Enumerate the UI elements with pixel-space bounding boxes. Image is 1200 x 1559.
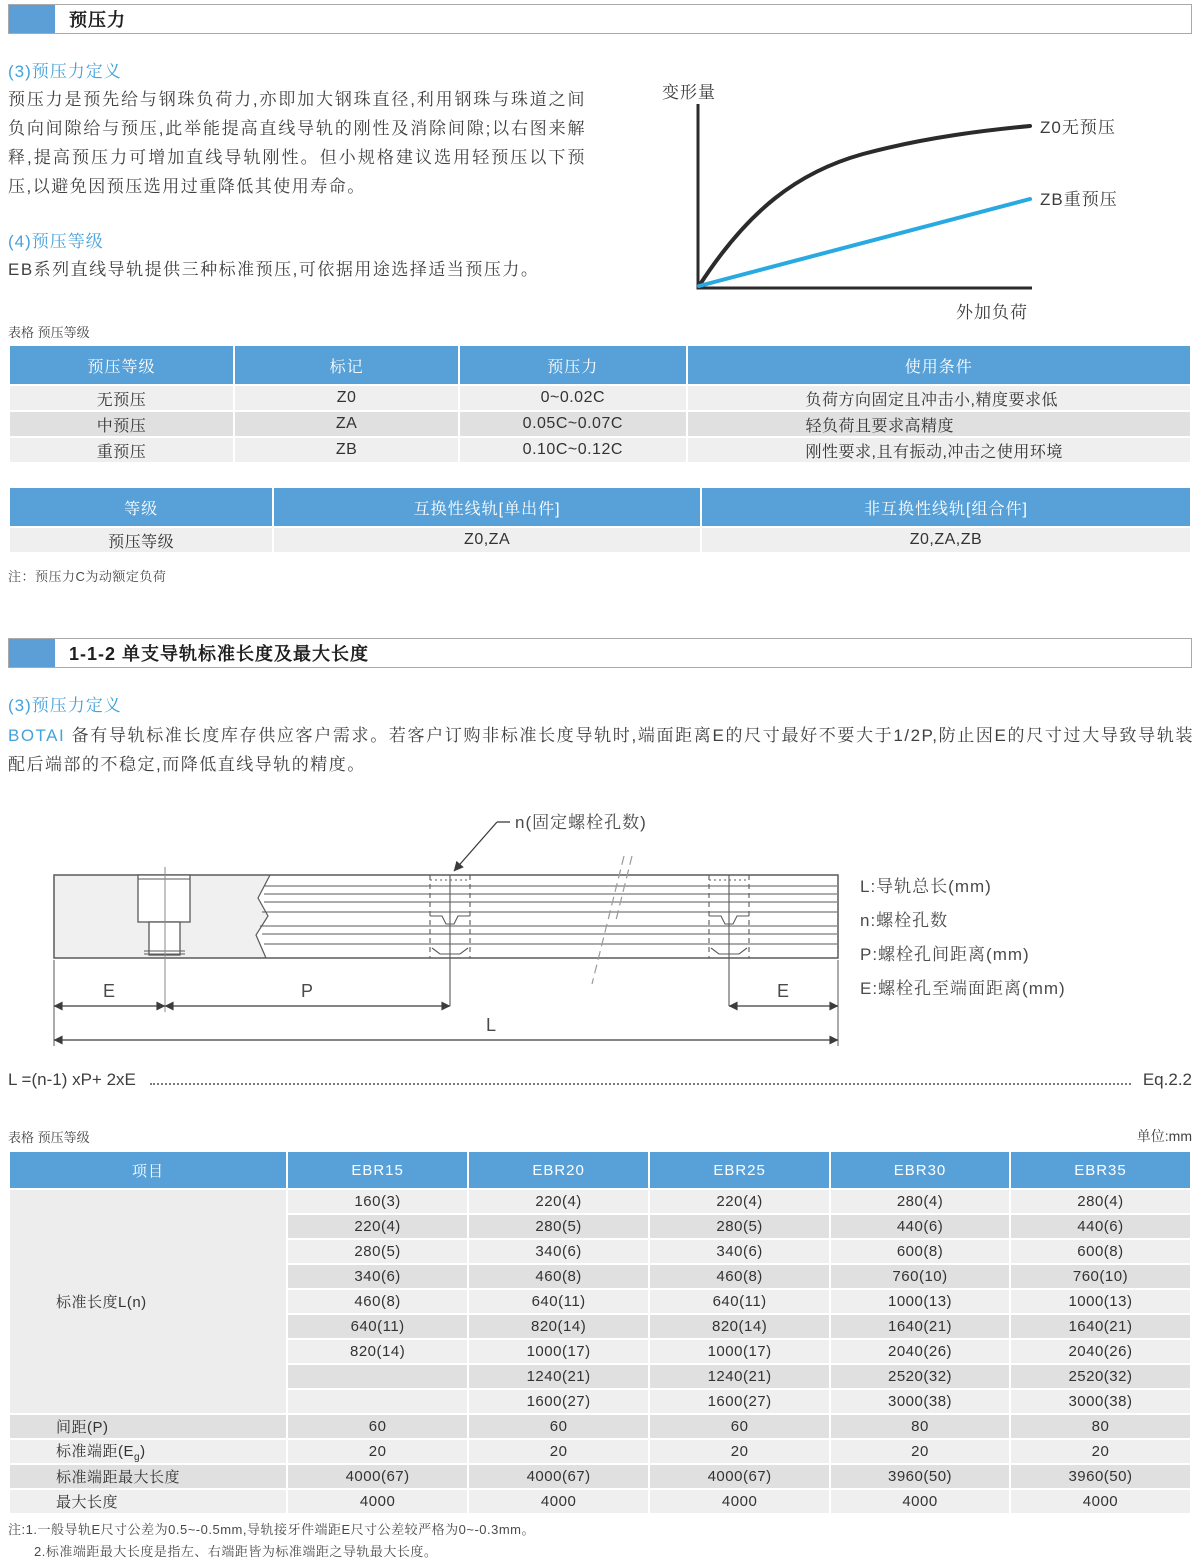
table-header-row <box>10 488 1190 526</box>
dim-label-l: L <box>485 1015 497 1035</box>
standard-length-cell: 2520(32) <box>831 1365 1009 1388</box>
table-row <box>10 1490 1190 1513</box>
interchangeability-cell: Z0,ZA,ZB <box>702 528 1190 552</box>
standard-length-cell: 60 <box>288 1415 467 1438</box>
chart-canvas <box>648 68 1192 326</box>
preload-table-cell: 刚性要求,且有振动,冲击之使用环境 <box>688 438 1191 462</box>
preload-table-header-cell: 预压力 <box>460 346 685 384</box>
standard-length-cell: 1640(21) <box>1011 1315 1190 1338</box>
standard-length-cell: 640(11) <box>650 1290 829 1313</box>
standard-length-cell: 4000 <box>831 1490 1009 1513</box>
standard-length-cell: 760(10) <box>1011 1265 1190 1288</box>
standard-length-cell: 280(5) <box>650 1215 829 1238</box>
preload-table-cell: 中预压 <box>10 412 233 436</box>
table-1-caption: 表格 预压等级 <box>8 325 90 340</box>
preload-table-cell: 无预压 <box>10 386 233 410</box>
standard-length-header-cell: EBR30 <box>831 1152 1009 1188</box>
legend-line-n: n:螺栓孔数 <box>860 911 949 930</box>
standard-length-cell: 440(6) <box>1011 1215 1190 1238</box>
table-row <box>10 1190 1190 1213</box>
interchangeability-table <box>8 486 1192 554</box>
standard-length-cell: 1000(13) <box>831 1290 1009 1313</box>
diagram-canvas <box>8 788 1192 1068</box>
standard-length-cell: 1240(21) <box>650 1365 829 1388</box>
preload-table-cell: ZB <box>235 438 458 462</box>
standard-length-cell: 20 <box>288 1440 467 1463</box>
table-row <box>10 438 1190 462</box>
preload-table-cell: 轻负荷且要求高精度 <box>688 412 1191 436</box>
row-label-cell: 最大长度 <box>10 1490 286 1513</box>
table-row <box>10 528 1190 552</box>
zb-curve <box>699 199 1030 286</box>
standard-length-header-cell: EBR20 <box>469 1152 648 1188</box>
preload-table-cell: 0~0.02C <box>460 386 685 410</box>
heading-preload-definition: (3)预压力定义 <box>8 62 122 81</box>
standard-length-cell: 1600(27) <box>650 1390 829 1413</box>
interchangeability-header-cell: 等级 <box>10 488 272 526</box>
standard-length-cell: 4000 <box>288 1490 467 1513</box>
standard-length-cell: 820(14) <box>650 1315 829 1338</box>
section-header-preload <box>8 4 1192 34</box>
legend-line-p: P:螺栓孔间距离(mm) <box>860 945 1030 964</box>
standard-length-cell: 20 <box>1011 1440 1190 1463</box>
standard-length-cell <box>288 1390 467 1413</box>
chart-x-axis-label: 外加负荷 <box>956 303 1028 322</box>
interchangeability-header-cell: 互换性线轨[单出件] <box>274 488 700 526</box>
standard-length-cell: 20 <box>650 1440 829 1463</box>
standard-length-cell: 80 <box>1011 1415 1190 1438</box>
rail-dimension-diagram <box>8 788 1192 1068</box>
zb-curve-label: ZB重预压 <box>1040 190 1118 209</box>
standard-length-cell: 4000(67) <box>469 1465 648 1488</box>
preload-table-cell: 负荷方向固定且冲击小,精度要求低 <box>688 386 1191 410</box>
standard-length-cell: 280(4) <box>831 1190 1009 1213</box>
standard-length-cell: 4000 <box>1011 1490 1190 1513</box>
standard-length-cell: 460(8) <box>288 1290 467 1313</box>
standard-length-cell: 220(4) <box>469 1190 648 1213</box>
row-label-cell: 标准端距最大长度 <box>10 1465 286 1488</box>
chart-y-axis-label: 变形量 <box>662 83 716 102</box>
standard-length-cell: 3000(38) <box>1011 1390 1190 1413</box>
section-title-preload: 预压力 <box>69 10 126 30</box>
standard-length-cell: 280(5) <box>469 1215 648 1238</box>
standard-length-cell: 4000 <box>469 1490 648 1513</box>
standard-length-cell: 640(11) <box>288 1315 467 1338</box>
blue-marker-square <box>9 639 55 667</box>
table-row <box>10 1415 1190 1438</box>
table-row <box>10 1440 1190 1463</box>
preload-table-header-cell: 预压等级 <box>10 346 233 384</box>
standard-length-cell: 2040(26) <box>831 1340 1009 1363</box>
interchangeability-cell: 预压等级 <box>10 528 272 552</box>
legend-line-e: E:螺栓孔至端面距离(mm) <box>860 979 1066 998</box>
standard-length-table <box>8 1150 1192 1515</box>
interchangeability-cell: Z0,ZA <box>274 528 700 552</box>
z0-curve-label: Z0无预压 <box>1040 118 1116 137</box>
standard-length-header-cell: EBR15 <box>288 1152 467 1188</box>
standard-length-cell: 20 <box>831 1440 1009 1463</box>
table-row <box>10 386 1190 410</box>
dim-label-e-left: E <box>102 981 116 1001</box>
standard-length-header-cell: EBR35 <box>1011 1152 1190 1188</box>
dotted-leader <box>150 1083 1131 1085</box>
paragraph-preload-definition: 预压力是预先给与钢珠负荷力,亦即加大钢珠直径,利用钢珠与珠道之间负向间隙给与预压,此举能提高直线导轨的刚性及消除间隙;以右图来解释,提高预压力可增加直线导轨刚性。但小规格建议选用轻预压以下预压,以避免因预压选用过重降低其使用寿命。 <box>8 90 586 196</box>
standard-length-cell: 440(6) <box>831 1215 1009 1238</box>
paragraph-preload-grades: EB系列直线导轨提供三种标准预压,可依据用途选择适当预压力。 <box>8 260 540 279</box>
standard-length-cell: 20 <box>469 1440 648 1463</box>
preload-table-cell: Z0 <box>235 386 458 410</box>
row-label-cell: 标准端距$(E_g)$ <box>10 1440 286 1463</box>
paragraph-standard-length <box>8 721 1194 779</box>
standard-length-cell: 460(8) <box>469 1265 648 1288</box>
standard-length-cell: 820(14) <box>469 1315 648 1338</box>
standard-length-cell: 3000(38) <box>831 1390 1009 1413</box>
standard-length-cell: 340(6) <box>288 1265 467 1288</box>
big-table-caption-row <box>8 1126 1192 1146</box>
standard-length-cell: 640(11) <box>469 1290 648 1313</box>
big-table-caption: 表格 预压等级 <box>8 1130 90 1145</box>
dim-label-p: P <box>300 981 314 1001</box>
brand-name: BOTAI <box>8 726 66 745</box>
diagonal-break-line <box>616 856 632 920</box>
standard-length-span-label: 标准长度L(n) <box>10 1190 286 1413</box>
standard-length-cell: 4000(67) <box>650 1465 829 1488</box>
heading-standard-length-definition: (3)预压力定义 <box>8 696 122 715</box>
heading-preload-grades: (4)预压等级 <box>8 232 104 251</box>
table-header-row <box>10 1152 1190 1188</box>
preload-table-cell: ZA <box>235 412 458 436</box>
standard-length-cell: 3960(50) <box>831 1465 1009 1488</box>
interchangeability-header-cell: 非互换性线轨[组合件] <box>702 488 1190 526</box>
dim-label-e-right: E <box>776 981 790 1001</box>
preload-table-header-cell: 标记 <box>235 346 458 384</box>
standard-length-cell: 4000(67) <box>288 1465 467 1488</box>
preload-grade-table <box>8 344 1192 464</box>
legend-line-l: L:导轨总长(mm) <box>860 877 992 896</box>
standard-length-cell: 1000(13) <box>1011 1290 1190 1313</box>
standard-length-cell: 60 <box>650 1415 829 1438</box>
standard-length-cell: 3960(50) <box>1011 1465 1190 1488</box>
z0-curve <box>699 126 1030 286</box>
bolt-hole-count-callout: n(固定螺栓孔数) <box>515 813 647 832</box>
section-title-standard-length: 1-1-2 单支导轨标准长度及最大长度 <box>69 644 370 664</box>
preload-table-cell: 0.10C~0.12C <box>460 438 685 462</box>
big-table-note-2: 2.标准端距最大长度是指左、右端距皆为标准端距之导轨最大长度。 <box>34 1544 438 1559</box>
preload-deformation-chart <box>648 68 1192 326</box>
standard-length-cell: 80 <box>831 1415 1009 1438</box>
callout-arrow <box>454 822 497 871</box>
standard-length-cell: 1600(27) <box>469 1390 648 1413</box>
table-row <box>10 412 1190 436</box>
standard-length-cell: 1000(17) <box>650 1340 829 1363</box>
standard-length-cell: 2520(32) <box>1011 1365 1190 1388</box>
table-row <box>10 1465 1190 1488</box>
blue-marker-square <box>9 5 55 33</box>
unit-label: 单位:mm <box>1136 1128 1192 1144</box>
standard-length-cell: 2040(26) <box>1011 1340 1190 1363</box>
standard-length-header-cell: EBR25 <box>650 1152 829 1188</box>
preload-table-cell: 重预压 <box>10 438 233 462</box>
standard-length-cell: 760(10) <box>831 1265 1009 1288</box>
preload-table-cell: 0.05C~0.07C <box>460 412 685 436</box>
standard-length-cell: 600(8) <box>831 1240 1009 1263</box>
standard-length-cell: 220(4) <box>288 1215 467 1238</box>
equation-number: Eq.2.2 <box>1142 1070 1192 1089</box>
table-header-row <box>10 346 1190 384</box>
bolt-head-section <box>138 875 190 922</box>
rail-groove-lines <box>260 886 837 944</box>
standard-length-cell: 280(4) <box>1011 1190 1190 1213</box>
length-formula-row <box>8 1070 1192 1090</box>
formula-text: L =(n-1) xP+ 2xE <box>8 1070 136 1089</box>
preload-table-header-cell: 使用条件 <box>688 346 1191 384</box>
standard-length-cell: 1000(17) <box>469 1340 648 1363</box>
standard-length-text: 备有导轨标准长度库存供应客户需求。若客户订购非标准长度导轨时,端面距离E的尺寸最好不要大于1/2P,防止因E的尺寸过大导致导轨装配后端部的不稳定,而降低直线导轨的精度。 <box>8 726 1194 774</box>
standard-length-cell: 220(4) <box>650 1190 829 1213</box>
table-2-note: 注：预压力C为动额定负荷 <box>8 569 167 584</box>
standard-length-header-cell: 项目 <box>10 1152 286 1188</box>
big-table-note-1: 注:1.一般导轨E尺寸公差为0.5~-0.5mm,导轨接牙件端距E尺寸公差较严格为0~-0.3mm。 <box>8 1522 536 1537</box>
row-label-cell: 间距(P) <box>10 1415 286 1438</box>
standard-length-cell: 460(8) <box>650 1265 829 1288</box>
standard-length-cell: 1640(21) <box>831 1315 1009 1338</box>
standard-length-cell: 280(5) <box>288 1240 467 1263</box>
standard-length-cell: 820(14) <box>288 1340 467 1363</box>
standard-length-cell: 160(3) <box>288 1190 467 1213</box>
section-header-standard-length <box>8 638 1192 668</box>
standard-length-cell: 4000 <box>650 1490 829 1513</box>
standard-length-cell: 600(8) <box>1011 1240 1190 1263</box>
standard-length-cell: 60 <box>469 1415 648 1438</box>
standard-length-cell: 340(6) <box>650 1240 829 1263</box>
standard-length-cell: 340(6) <box>469 1240 648 1263</box>
standard-length-cell: 1240(21) <box>469 1365 648 1388</box>
standard-length-cell <box>288 1365 467 1388</box>
